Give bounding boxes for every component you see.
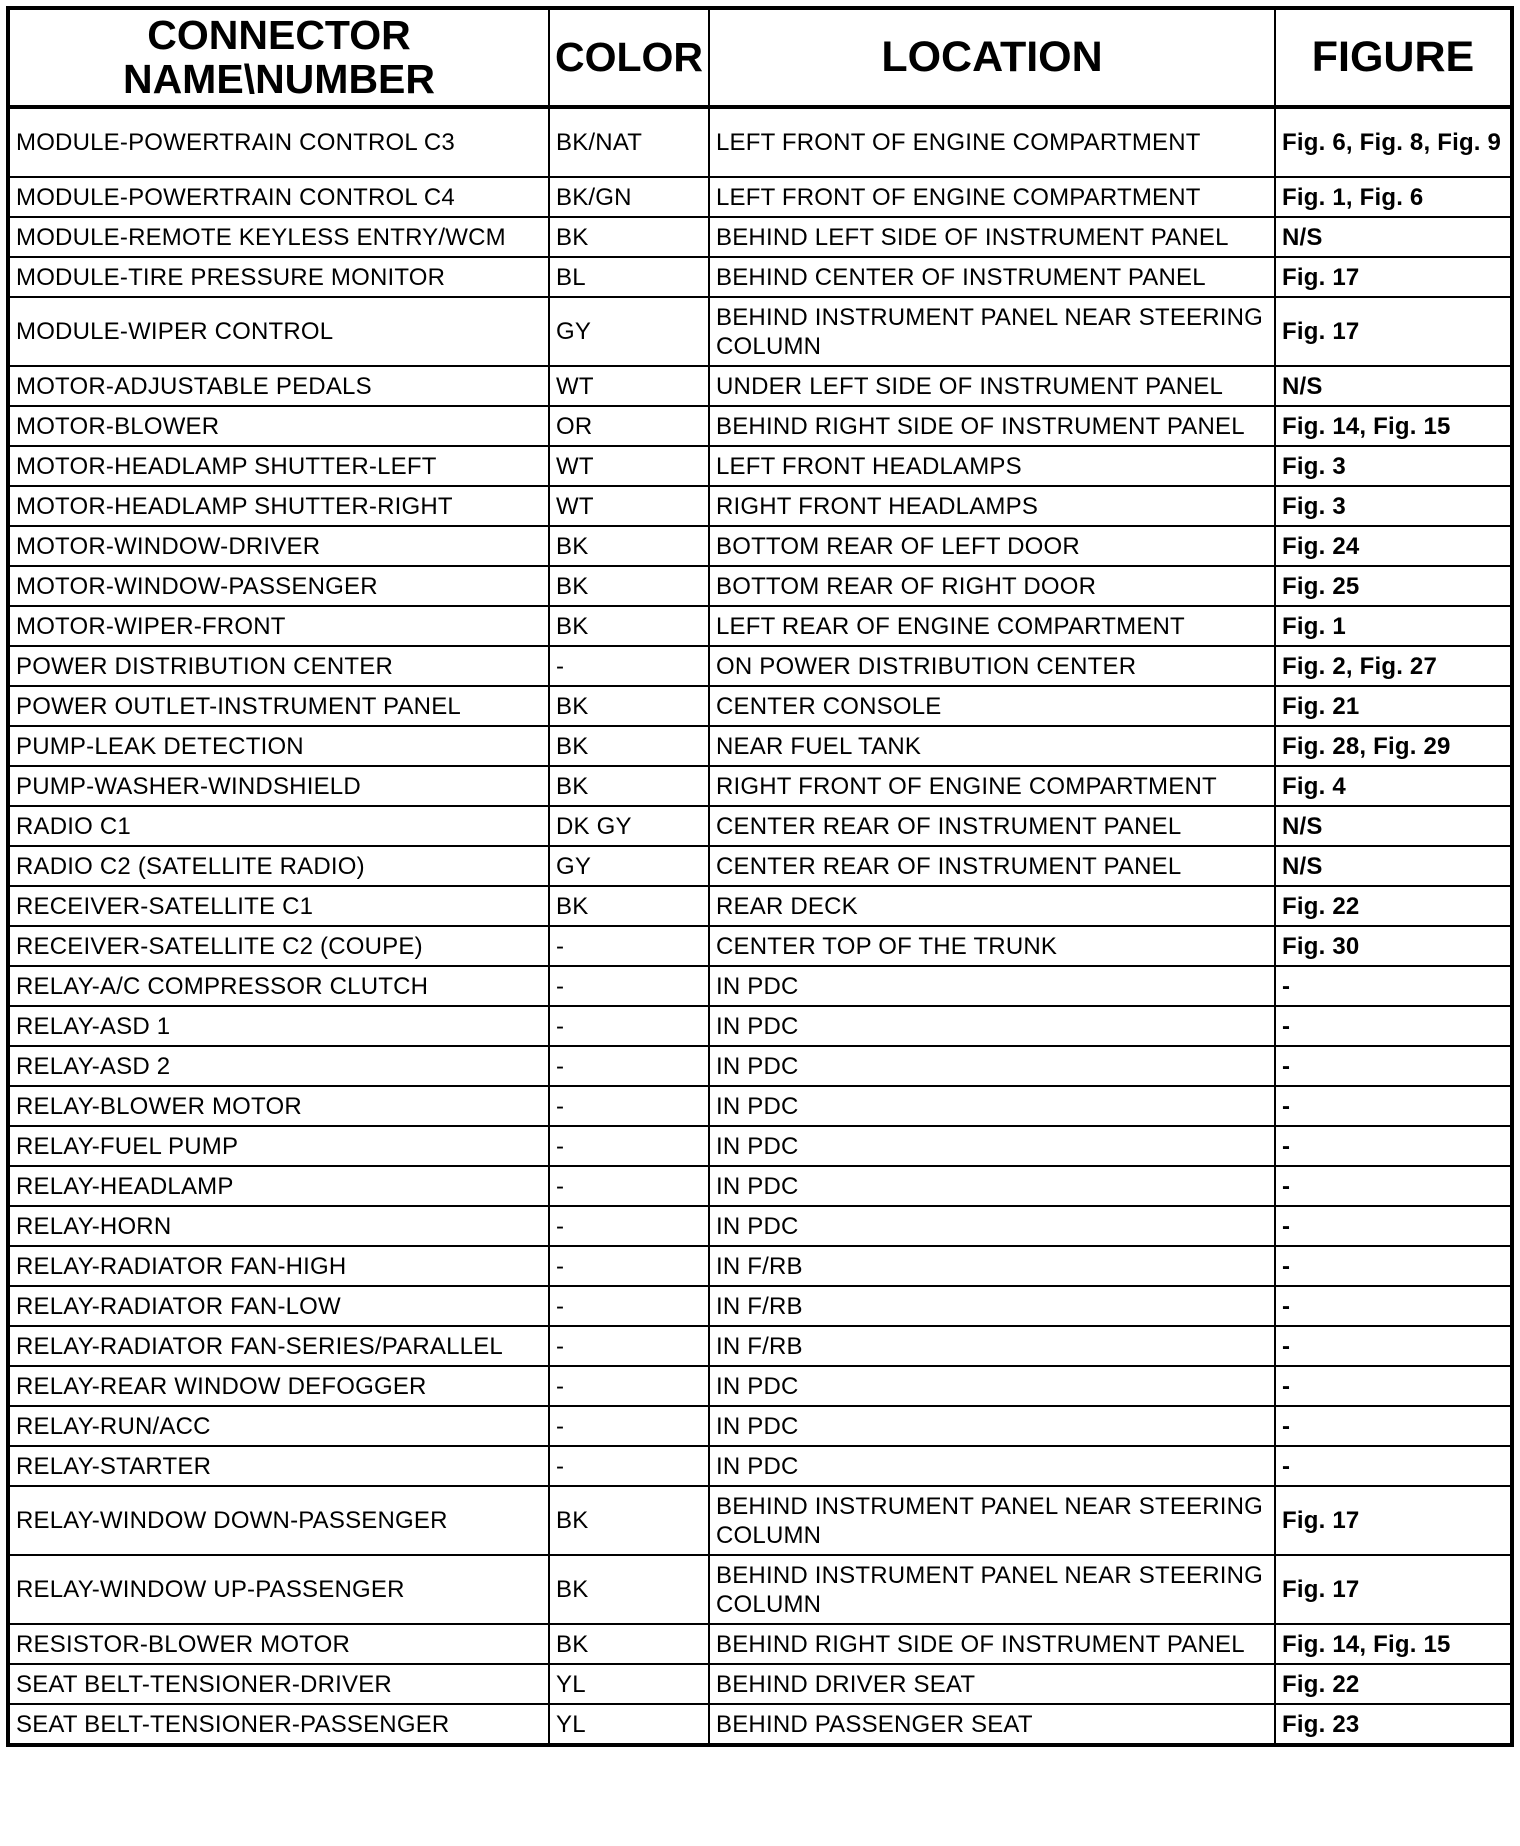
cell-color: BK <box>549 686 709 726</box>
cell-location: IN PDC <box>709 1166 1275 1206</box>
cell-figure: - <box>1275 1046 1512 1086</box>
cell-color: GY <box>549 846 709 886</box>
cell-location: BEHIND INSTRUMENT PANEL NEAR STEERING COLUMN <box>709 1555 1275 1624</box>
cell-connector-name: RELAY-HORN <box>8 1206 549 1246</box>
cell-color: BK <box>549 766 709 806</box>
cell-color: BK <box>549 886 709 926</box>
cell-figure: - <box>1275 1246 1512 1286</box>
table-row <box>8 966 1512 1006</box>
cell-connector-name: RELAY-A/C COMPRESSOR CLUTCH <box>8 966 549 1006</box>
cell-connector-name: RELAY-BLOWER MOTOR <box>8 1086 549 1126</box>
cell-color: - <box>549 1046 709 1086</box>
header-color: COLOR <box>549 8 709 107</box>
cell-color: - <box>549 1406 709 1446</box>
cell-location: IN PDC <box>709 1046 1275 1086</box>
cell-location: IN F/RB <box>709 1286 1275 1326</box>
cell-color: WT <box>549 486 709 526</box>
header-connector-name <box>8 8 549 107</box>
cell-figure: Fig. 30 <box>1275 926 1512 966</box>
cell-connector-name: RELAY-STARTER <box>8 1446 549 1486</box>
cell-location: BEHIND INSTRUMENT PANEL NEAR STEERING COLUMN <box>709 1486 1275 1555</box>
cell-color: WT <box>549 446 709 486</box>
table-row <box>8 217 1512 257</box>
cell-figure: Fig. 25 <box>1275 566 1512 606</box>
cell-figure: Fig. 3 <box>1275 486 1512 526</box>
cell-figure: - <box>1275 1006 1512 1046</box>
table-row <box>8 1206 1512 1246</box>
table-row <box>8 1046 1512 1086</box>
table-row <box>8 177 1512 217</box>
table-row <box>8 1326 1512 1366</box>
cell-location: LEFT REAR OF ENGINE COMPARTMENT <box>709 606 1275 646</box>
cell-figure: Fig. 14, Fig. 15 <box>1275 1624 1512 1664</box>
cell-location: NEAR FUEL TANK <box>709 726 1275 766</box>
cell-color: - <box>549 1206 709 1246</box>
cell-location: BOTTOM REAR OF RIGHT DOOR <box>709 566 1275 606</box>
table-row <box>8 486 1512 526</box>
table-row <box>8 806 1512 846</box>
cell-figure: Fig. 14, Fig. 15 <box>1275 406 1512 446</box>
cell-figure: Fig. 1, Fig. 6 <box>1275 177 1512 217</box>
cell-connector-name: PUMP-WASHER-WINDSHIELD <box>8 766 549 806</box>
cell-location: CENTER CONSOLE <box>709 686 1275 726</box>
cell-location: LEFT FRONT OF ENGINE COMPARTMENT <box>709 107 1275 177</box>
cell-color: - <box>549 1366 709 1406</box>
table-row <box>8 257 1512 297</box>
table-row <box>8 566 1512 606</box>
cell-connector-name: PUMP-LEAK DETECTION <box>8 726 549 766</box>
cell-connector-name: MODULE-WIPER CONTROL <box>8 297 549 366</box>
cell-figure: Fig. 17 <box>1275 257 1512 297</box>
cell-connector-name: MOTOR-HEADLAMP SHUTTER-RIGHT <box>8 486 549 526</box>
cell-figure: Fig. 3 <box>1275 446 1512 486</box>
cell-figure: Fig. 23 <box>1275 1704 1512 1745</box>
cell-connector-name: RELAY-RADIATOR FAN-SERIES/PARALLEL <box>8 1326 549 1366</box>
table-row <box>8 107 1512 177</box>
cell-figure: Fig. 1 <box>1275 606 1512 646</box>
cell-color: OR <box>549 406 709 446</box>
table-row <box>8 1086 1512 1126</box>
table-row <box>8 1704 1512 1745</box>
cell-connector-name: MODULE-TIRE PRESSURE MONITOR <box>8 257 549 297</box>
cell-connector-name: RELAY-RUN/ACC <box>8 1406 549 1446</box>
cell-color: - <box>549 1006 709 1046</box>
table-row <box>8 366 1512 406</box>
cell-connector-name: MOTOR-WINDOW-DRIVER <box>8 526 549 566</box>
table-row <box>8 1555 1512 1624</box>
cell-figure: Fig. 6, Fig. 8, Fig. 9 <box>1275 107 1512 177</box>
table-row <box>8 297 1512 366</box>
cell-location: IN PDC <box>709 1206 1275 1246</box>
cell-location: LEFT FRONT OF ENGINE COMPARTMENT <box>709 177 1275 217</box>
cell-color: DK GY <box>549 806 709 846</box>
header-connector-line1: CONNECTOR <box>147 12 411 59</box>
cell-color: YL <box>549 1704 709 1745</box>
cell-figure: N/S <box>1275 846 1512 886</box>
cell-location: RIGHT FRONT HEADLAMPS <box>709 486 1275 526</box>
table-row <box>8 1366 1512 1406</box>
cell-figure: Fig. 22 <box>1275 1664 1512 1704</box>
cell-color: - <box>549 1166 709 1206</box>
cell-connector-name: MODULE-REMOTE KEYLESS ENTRY/WCM <box>8 217 549 257</box>
cell-connector-name: MOTOR-HEADLAMP SHUTTER-LEFT <box>8 446 549 486</box>
cell-connector-name: MODULE-POWERTRAIN CONTROL C3 <box>8 107 549 177</box>
cell-connector-name: RELAY-RADIATOR FAN-LOW <box>8 1286 549 1326</box>
cell-color: BL <box>549 257 709 297</box>
table-row <box>8 1126 1512 1166</box>
table-body <box>8 107 1512 1745</box>
cell-location: IN F/RB <box>709 1246 1275 1286</box>
header-figure: FIGURE <box>1275 8 1512 107</box>
cell-connector-name: POWER OUTLET-INSTRUMENT PANEL <box>8 686 549 726</box>
header-location: LOCATION <box>709 8 1275 107</box>
cell-connector-name: RELAY-WINDOW UP-PASSENGER <box>8 1555 549 1624</box>
table-row <box>8 846 1512 886</box>
table-row <box>8 1166 1512 1206</box>
cell-location: BEHIND RIGHT SIDE OF INSTRUMENT PANEL <box>709 1624 1275 1664</box>
cell-figure: - <box>1275 1366 1512 1406</box>
table-row <box>8 1246 1512 1286</box>
cell-location: IN PDC <box>709 1366 1275 1406</box>
cell-location: IN PDC <box>709 1126 1275 1166</box>
table-row <box>8 606 1512 646</box>
cell-color: - <box>549 646 709 686</box>
cell-figure: Fig. 4 <box>1275 766 1512 806</box>
cell-figure: - <box>1275 1446 1512 1486</box>
cell-figure: - <box>1275 1206 1512 1246</box>
table-row <box>8 886 1512 926</box>
cell-color: WT <box>549 366 709 406</box>
cell-connector-name: RELAY-HEADLAMP <box>8 1166 549 1206</box>
table-row <box>8 1624 1512 1664</box>
cell-figure: - <box>1275 966 1512 1006</box>
cell-color: - <box>549 1126 709 1166</box>
cell-connector-name: POWER DISTRIBUTION CENTER <box>8 646 549 686</box>
cell-connector-name: RELAY-ASD 2 <box>8 1046 549 1086</box>
cell-figure: - <box>1275 1286 1512 1326</box>
cell-connector-name: MOTOR-ADJUSTABLE PEDALS <box>8 366 549 406</box>
cell-location: BEHIND DRIVER SEAT <box>709 1664 1275 1704</box>
cell-color: - <box>549 1086 709 1126</box>
cell-location: CENTER REAR OF INSTRUMENT PANEL <box>709 846 1275 886</box>
cell-connector-name: RECEIVER-SATELLITE C1 <box>8 886 549 926</box>
cell-color: BK <box>549 526 709 566</box>
table-row <box>8 526 1512 566</box>
cell-connector-name: RESISTOR-BLOWER MOTOR <box>8 1624 549 1664</box>
table-row <box>8 1406 1512 1446</box>
cell-connector-name: SEAT BELT-TENSIONER-PASSENGER <box>8 1704 549 1745</box>
cell-color: BK <box>549 1486 709 1555</box>
cell-figure: Fig. 24 <box>1275 526 1512 566</box>
cell-connector-name: RADIO C2 (SATELLITE RADIO) <box>8 846 549 886</box>
header-connector-line2: NAME\NUMBER <box>122 55 436 102</box>
cell-color: GY <box>549 297 709 366</box>
cell-figure: Fig. 2, Fig. 27 <box>1275 646 1512 686</box>
cell-figure: Fig. 17 <box>1275 297 1512 366</box>
cell-connector-name: RELAY-ASD 1 <box>8 1006 549 1046</box>
cell-color: BK <box>549 1555 709 1624</box>
cell-connector-name: MOTOR-BLOWER <box>8 406 549 446</box>
cell-color: - <box>549 926 709 966</box>
cell-color: YL <box>549 1664 709 1704</box>
cell-connector-name: MOTOR-WIPER-FRONT <box>8 606 549 646</box>
cell-location: LEFT FRONT HEADLAMPS <box>709 446 1275 486</box>
table-row <box>8 1664 1512 1704</box>
cell-location: CENTER TOP OF THE TRUNK <box>709 926 1275 966</box>
cell-location: BEHIND INSTRUMENT PANEL NEAR STEERING COLUMN <box>709 297 1275 366</box>
cell-location: BOTTOM REAR OF LEFT DOOR <box>709 526 1275 566</box>
cell-location: IN PDC <box>709 1086 1275 1126</box>
table-row <box>8 1286 1512 1326</box>
cell-location: ON POWER DISTRIBUTION CENTER <box>709 646 1275 686</box>
cell-color: - <box>549 966 709 1006</box>
cell-connector-name: MOTOR-WINDOW-PASSENGER <box>8 566 549 606</box>
cell-figure: N/S <box>1275 366 1512 406</box>
table-row <box>8 926 1512 966</box>
connector-table <box>6 6 1514 1747</box>
cell-connector-name: SEAT BELT-TENSIONER-DRIVER <box>8 1664 549 1704</box>
cell-location: IN F/RB <box>709 1326 1275 1366</box>
table-row <box>8 646 1512 686</box>
cell-connector-name: RELAY-RADIATOR FAN-HIGH <box>8 1246 549 1286</box>
table-row <box>8 1446 1512 1486</box>
cell-location: CENTER REAR OF INSTRUMENT PANEL <box>709 806 1275 846</box>
cell-location: RIGHT FRONT OF ENGINE COMPARTMENT <box>709 766 1275 806</box>
cell-color: - <box>549 1286 709 1326</box>
table-row <box>8 446 1512 486</box>
table-row <box>8 406 1512 446</box>
cell-color: BK/NAT <box>549 107 709 177</box>
cell-color: - <box>549 1246 709 1286</box>
cell-color: BK <box>549 726 709 766</box>
cell-location: IN PDC <box>709 1006 1275 1046</box>
table-row <box>8 1486 1512 1555</box>
cell-connector-name: RADIO C1 <box>8 806 549 846</box>
header-row <box>8 8 1512 107</box>
cell-location: IN PDC <box>709 1446 1275 1486</box>
cell-location: BEHIND RIGHT SIDE OF INSTRUMENT PANEL <box>709 406 1275 446</box>
cell-location: UNDER LEFT SIDE OF INSTRUMENT PANEL <box>709 366 1275 406</box>
cell-figure: Fig. 22 <box>1275 886 1512 926</box>
cell-figure: - <box>1275 1126 1512 1166</box>
cell-connector-name: RELAY-FUEL PUMP <box>8 1126 549 1166</box>
table-row <box>8 686 1512 726</box>
cell-figure: - <box>1275 1326 1512 1366</box>
cell-color: BK <box>549 606 709 646</box>
cell-color: BK <box>549 566 709 606</box>
cell-connector-name: RECEIVER-SATELLITE C2 (COUPE) <box>8 926 549 966</box>
cell-location: BEHIND CENTER OF INSTRUMENT PANEL <box>709 257 1275 297</box>
cell-location: IN PDC <box>709 966 1275 1006</box>
cell-connector-name: RELAY-REAR WINDOW DEFOGGER <box>8 1366 549 1406</box>
cell-location: IN PDC <box>709 1406 1275 1446</box>
cell-connector-name: RELAY-WINDOW DOWN-PASSENGER <box>8 1486 549 1555</box>
cell-color: BK <box>549 217 709 257</box>
cell-location: REAR DECK <box>709 886 1275 926</box>
cell-location: BEHIND LEFT SIDE OF INSTRUMENT PANEL <box>709 217 1275 257</box>
cell-figure: Fig. 21 <box>1275 686 1512 726</box>
cell-figure: Fig. 28, Fig. 29 <box>1275 726 1512 766</box>
table-row <box>8 1006 1512 1046</box>
table-row <box>8 766 1512 806</box>
cell-figure: - <box>1275 1166 1512 1206</box>
cell-figure: Fig. 17 <box>1275 1486 1512 1555</box>
cell-figure: - <box>1275 1086 1512 1126</box>
table-row <box>8 726 1512 766</box>
cell-figure: Fig. 17 <box>1275 1555 1512 1624</box>
cell-color: BK <box>549 1624 709 1664</box>
cell-connector-name: MODULE-POWERTRAIN CONTROL C4 <box>8 177 549 217</box>
cell-location: BEHIND PASSENGER SEAT <box>709 1704 1275 1745</box>
cell-figure: - <box>1275 1406 1512 1446</box>
cell-figure: N/S <box>1275 806 1512 846</box>
cell-color: - <box>549 1446 709 1486</box>
cell-color: BK/GN <box>549 177 709 217</box>
cell-color: - <box>549 1326 709 1366</box>
cell-figure: N/S <box>1275 217 1512 257</box>
